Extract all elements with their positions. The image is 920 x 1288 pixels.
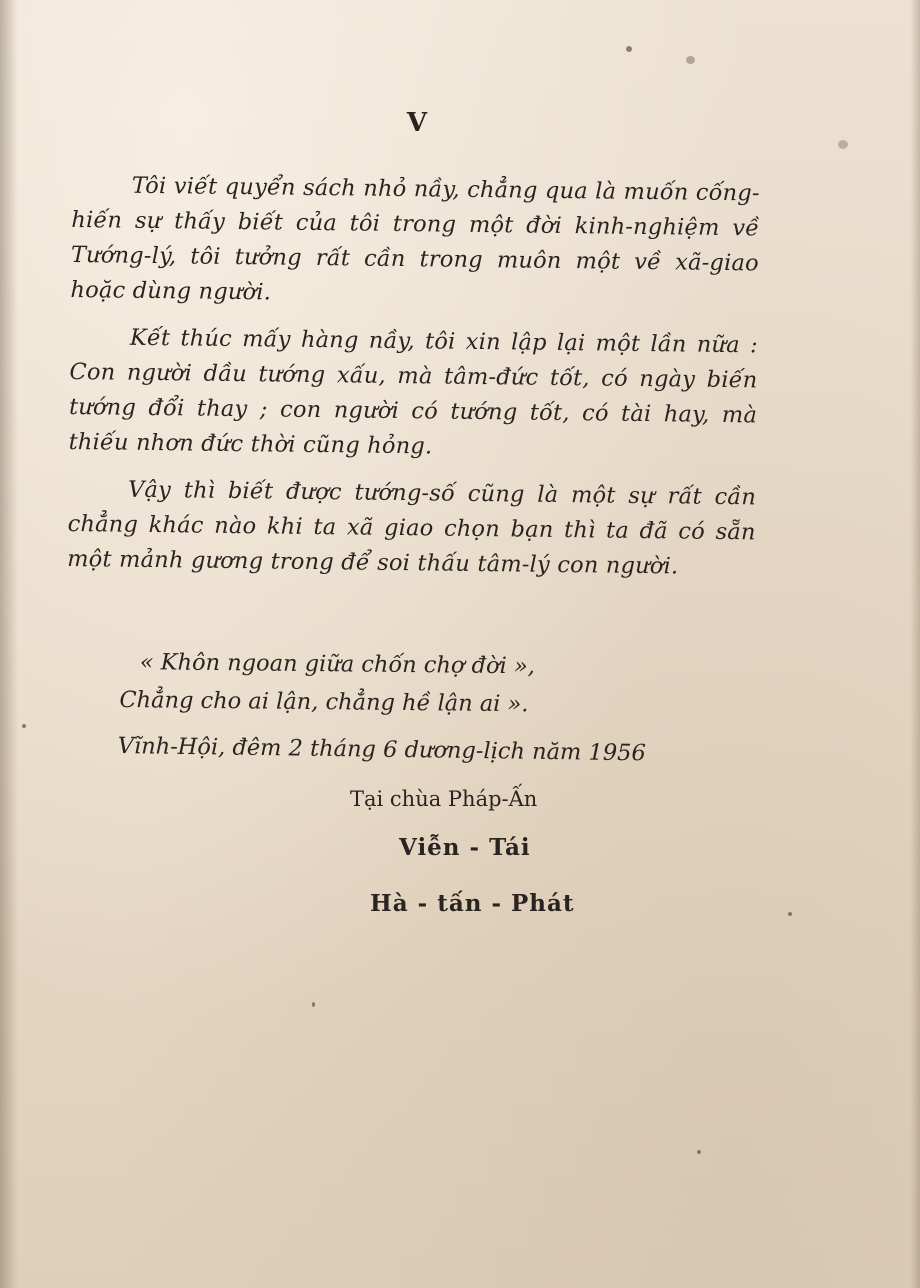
paper-speck [788,912,792,916]
paper-speck [686,56,695,64]
author-name: Hà - tấn - Phát [370,890,575,917]
paragraph-3: Vậy thì biết được tướng-số cũng là một sự rất cần chẳng khác nào khi ta xã giao chọn bạn thì ta đã có sẵn một mảnh gương trong để soi thấu tâm-lý con người. [67,476,757,580]
page-number: V [406,108,429,138]
proverb-line-2: Chẳng cho ai lận, chẳng hề lận ai ». [119,686,529,718]
paper-speck [697,1150,701,1154]
paper-speck [22,724,26,728]
paper-speck [838,140,848,149]
paragraph-1: Tôi viết quyển sách nhỏ nầy, chẳng qua là muốn cống-hiến sự thấy biết của tôi trong một đời kinh-nghiệm về Tướng-lý, tôi tưởng rất cần trong muôn một về xã-giao hoặc dùng người. [70,172,760,306]
paper-speck [312,1002,315,1007]
page-edge-shadow-right [910,0,920,1288]
body-text [67,168,760,597]
signature-place: Tại chùa Pháp-Ấn [350,787,538,811]
page-edge-shadow-left [0,0,18,1288]
proverb-line-1: « Khôn ngoan giữa chốn chợ đời », [139,649,535,680]
paragraph-2: Kết thúc mấy hàng nầy, tôi xin lập lại một lần nữa : Con người dầu tướng xấu, mà tâm-đức tốt, có ngày biến tướng đổi thay ; con người có tướng tốt, có tài hay, mà thiếu nhơn đức thời cũng hỏng. [68,324,759,460]
author-pen-name: Viễn - Tái [399,834,531,861]
dateline: Vĩnh-Hội, đêm 2 tháng 6 dương-lịch năm 1956 [117,732,646,767]
paper-speck [626,46,632,52]
proverb-quote [119,643,740,725]
